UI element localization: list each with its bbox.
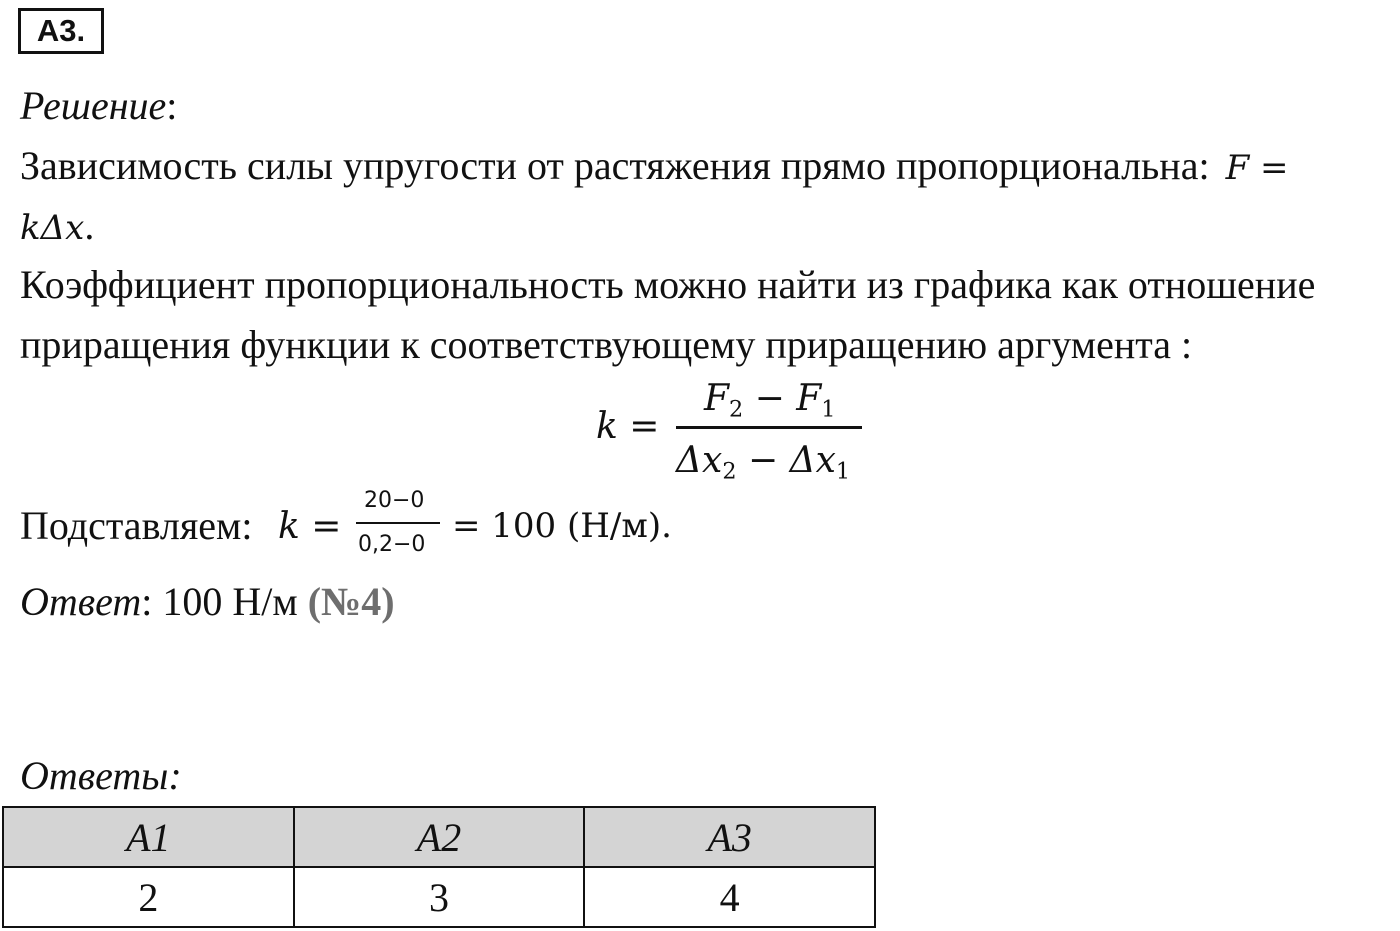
answers-value-cell: 4	[584, 867, 875, 927]
paragraph-line-4: приращения функции к соответствующему приращению аргумента :	[20, 322, 1193, 367]
formula-fraction-bar	[676, 426, 862, 429]
answers-heading: Ответы:	[20, 753, 182, 798]
den-dx2-sub: 2	[722, 458, 737, 485]
answers-value-cell: 2	[3, 867, 294, 927]
num-minus: −	[743, 378, 797, 419]
den-dx2: Δx	[676, 440, 723, 481]
den-dx1-sub: 1	[835, 458, 851, 485]
solution-label: Решение	[20, 83, 167, 128]
answers-header-cell: A1	[3, 807, 294, 867]
num-f2-sub: 2	[728, 396, 744, 423]
num-f1-sub: 1	[821, 396, 836, 423]
substitution-numerator: 20−0	[364, 488, 425, 513]
formula-denominator	[676, 440, 850, 485]
answers-value-row	[3, 867, 875, 927]
num-f2: F	[704, 378, 729, 419]
line2-formula: kΔx	[20, 208, 85, 248]
substitution-denominator: 0,2−0	[358, 532, 426, 557]
paragraph-line-2	[20, 203, 95, 248]
answers-header-row	[3, 807, 875, 867]
line2-end: .	[84, 203, 95, 248]
answer-reference: (№4)	[307, 579, 395, 624]
formula-numerator	[704, 378, 835, 423]
line1-formula: F =	[1225, 148, 1289, 188]
answer-value: 100 Н/м	[152, 579, 308, 624]
formula-lhs: k =	[596, 406, 660, 447]
den-dx1: Δx	[789, 440, 836, 481]
substitution-fraction-bar	[356, 522, 440, 524]
answers-header-cell: A2	[294, 807, 585, 867]
answer-line	[20, 579, 395, 624]
answer-label: Ответ	[20, 579, 142, 624]
answer-colon: :	[141, 579, 153, 624]
substitution-k: k =	[278, 506, 342, 547]
substitution-label: Подставляем:	[20, 503, 253, 548]
task-number-box: A3.	[18, 8, 104, 54]
substitution-result: = 100 (Н/м).	[452, 506, 672, 546]
answers-table	[2, 806, 876, 928]
paragraph-line-3: Коэффициент пропорциональность можно найти из графика как отношение	[20, 262, 1316, 307]
answers-header-cell: A3	[584, 807, 875, 867]
answers-value-cell: 3	[294, 867, 585, 927]
num-f1: F	[796, 378, 822, 419]
den-minus: −	[736, 440, 790, 481]
solution-heading: Решение:	[20, 83, 178, 128]
line1-text: Зависимость силы упругости от растяжения прямо пропорциональна:	[20, 143, 1220, 188]
paragraph-line-1	[20, 143, 1289, 188]
